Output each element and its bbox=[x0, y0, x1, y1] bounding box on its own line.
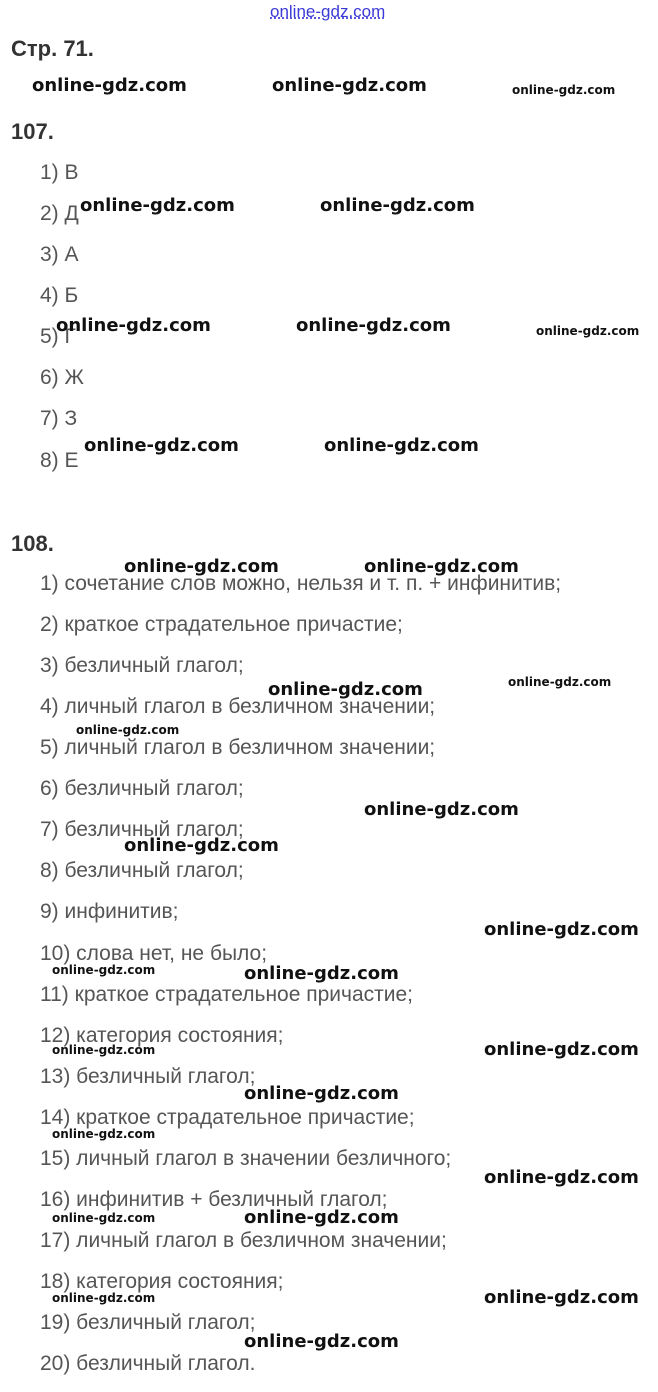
task-108-answer: 17) личный глагол в безличном значении; bbox=[40, 1229, 447, 1252]
task-107-answer: 8) Е bbox=[40, 449, 79, 472]
watermark-small: online-gdz.com bbox=[52, 1043, 156, 1057]
page-number: Стр. 71. bbox=[11, 36, 94, 61]
watermark: online-gdz.com bbox=[268, 679, 423, 700]
task-108-answer: 14) краткое страдательное причастие; bbox=[40, 1106, 415, 1129]
watermark: online-gdz.com bbox=[244, 1331, 399, 1352]
watermark-small: online-gdz.com bbox=[52, 1291, 156, 1305]
task-108-number: 108. bbox=[11, 531, 54, 556]
watermark-small: online-gdz.com bbox=[508, 675, 612, 689]
watermark: online-gdz.com bbox=[484, 1287, 639, 1308]
task-108-answer: 16) инфинитив + безличный глагол; bbox=[40, 1188, 388, 1211]
watermark: online-gdz.com bbox=[484, 919, 639, 940]
task-108-answer: 1) сочетание слов можно, нельзя и т. п. + инфинитив; bbox=[40, 572, 562, 595]
task-108-answer: 4) личный глагол в безличном значении; bbox=[40, 695, 436, 718]
watermark: online-gdz.com bbox=[244, 1207, 399, 1228]
task-108-answer: 19) безличный глагол; bbox=[40, 1311, 256, 1334]
watermark: online-gdz.com bbox=[364, 799, 519, 820]
task-107-answer: 2) Д bbox=[40, 202, 79, 225]
task-107-answer: 7) З bbox=[40, 407, 78, 430]
task-108-answer: 15) личный глагол в значении безличного; bbox=[40, 1147, 452, 1170]
watermark: online-gdz.com bbox=[56, 315, 211, 336]
task-107-answer: 1) В bbox=[40, 161, 79, 184]
watermark: online-gdz.com bbox=[244, 963, 399, 984]
watermark: online-gdz.com bbox=[84, 435, 239, 456]
watermark-small: online-gdz.com bbox=[52, 963, 156, 977]
watermark: online-gdz.com bbox=[324, 435, 479, 456]
watermark-small: online-gdz.com bbox=[76, 723, 180, 737]
watermark: online-gdz.com bbox=[124, 835, 279, 856]
watermark-small: online-gdz.com bbox=[52, 1127, 156, 1141]
task-108-answer: 11) краткое страдательное причастие; bbox=[40, 983, 414, 1006]
task-107-number: 107. bbox=[11, 119, 54, 144]
task-108-answer: 12) категория состояния; bbox=[40, 1024, 284, 1047]
task-108-answer: 7) безличный глагол; bbox=[40, 818, 244, 841]
task-108-answer: 6) безличный глагол; bbox=[40, 777, 244, 800]
watermark: online-gdz.com bbox=[244, 1083, 399, 1104]
task-108-answer: 20) безличный глагол. bbox=[40, 1352, 256, 1375]
watermark: online-gdz.com bbox=[484, 1167, 639, 1188]
watermark-small: online-gdz.com bbox=[512, 83, 616, 97]
task-107-answer: 6) Ж bbox=[40, 366, 84, 389]
task-108-answer: 3) безличный глагол; bbox=[40, 654, 244, 677]
task-108-answer: 2) краткое страдательное причастие; bbox=[40, 613, 403, 636]
watermark: online-gdz.com bbox=[32, 75, 187, 96]
task-107-answer: 3) А bbox=[40, 243, 79, 266]
task-108-answer: 5) личный глагол в безличном значении; bbox=[40, 736, 436, 759]
watermark: online-gdz.com bbox=[320, 195, 475, 216]
task-108-answer: 8) безличный глагол; bbox=[40, 859, 244, 882]
watermark: online-gdz.com bbox=[124, 556, 279, 577]
watermark: online-gdz.com bbox=[364, 556, 519, 577]
watermark: online-gdz.com bbox=[272, 75, 427, 96]
task-108-answer: 13) безличный глагол; bbox=[40, 1065, 256, 1088]
task-107-answer: 5) Г bbox=[40, 325, 76, 348]
task-107-answer: 4) Б bbox=[40, 284, 79, 307]
task-108-answer: 9) инфинитив; bbox=[40, 900, 179, 923]
task-108-answer: 18) категория состояния; bbox=[40, 1270, 284, 1293]
watermark: online-gdz.com bbox=[484, 1039, 639, 1060]
watermark-small: online-gdz.com bbox=[52, 1211, 156, 1225]
site-link[interactable]: online-gdz.com bbox=[270, 2, 386, 21]
watermark: online-gdz.com bbox=[296, 315, 451, 336]
watermark-small: online-gdz.com bbox=[536, 324, 640, 338]
task-108-answer: 10) слова нет, не было; bbox=[40, 942, 268, 965]
watermark: online-gdz.com bbox=[80, 195, 235, 216]
